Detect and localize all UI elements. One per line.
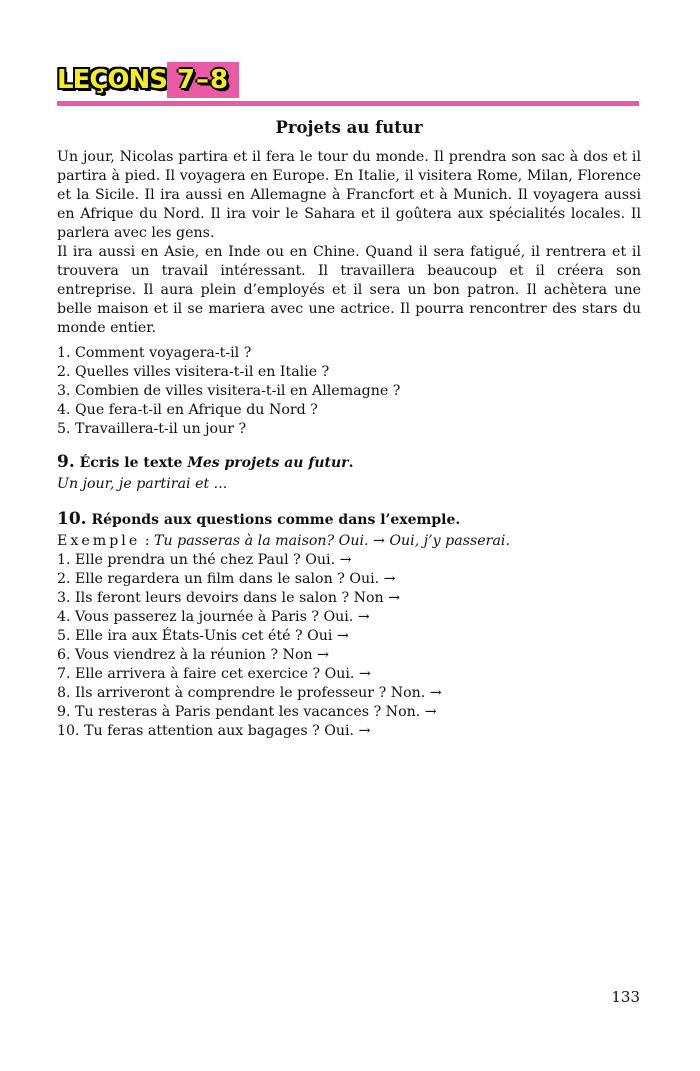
exercise-9-number: 9. — [57, 452, 75, 472]
exercise-item: 8. Ils arriveront à comprendre le professeur ? Non. → — [57, 685, 442, 701]
exercise-9-heading — [57, 451, 641, 474]
exercise-item: 2. Elle regardera un film dans le salon ? Oui. → — [57, 571, 396, 587]
exercise-item: 9. Tu resteras à Paris pendant les vacances ? Non. → — [57, 704, 437, 720]
question-item: 1. Comment voyagera-t-il ? — [57, 345, 252, 361]
lessons-label: LEÇONS — [57, 65, 167, 95]
exercise-item: 6. Vous viendrez à la réunion ? Non → — [57, 647, 330, 663]
exercise-9-period: . — [348, 455, 354, 471]
exercise-item: 5. Elle ira aux États-Unis cet été ? Oui → — [57, 628, 349, 644]
exercise-item: 4. Vous passerez la journée à Paris ? Oui. → — [57, 609, 370, 625]
exercise-10-instruction: Réponds aux questions comme dans l’exemple. — [91, 512, 461, 528]
lesson-number-badge: 7–8 — [167, 62, 239, 98]
exercise-9-title: Mes projets au futur — [187, 455, 349, 471]
example-label: Exemple — [57, 533, 141, 549]
question-item: 3. Combien de villes visitera-t-il en Allemagne ? — [57, 383, 401, 399]
question-item: 4. Que fera-t-il en Afrique du Nord ? — [57, 402, 318, 418]
exercise-9-instruction: Écris le texte — [79, 455, 183, 471]
question-item: 5. Travaillera-t-il un jour ? — [57, 421, 247, 437]
question-item: 2. Quelles villes visitera-t-il en Italie ? — [57, 364, 330, 380]
header-rule — [57, 101, 639, 106]
page-content — [57, 116, 641, 741]
example-text: Tu passeras à la maison? Oui. → Oui, j’y passerai. — [154, 533, 510, 549]
page-number: 133 — [611, 988, 640, 1006]
comprehension-questions — [57, 344, 641, 439]
exercise-item: 1. Elle prendra un thé chez Paul ? Oui. → — [57, 552, 352, 568]
exercise-item: 3. Ils feront leurs devoirs dans le salon ? Non → — [57, 590, 401, 606]
exercise-10-number: 10. — [57, 509, 87, 529]
story-paragraph-1: Un jour, Nicolas partira et il fera le tour du monde. Il prendra son sac à dos et il partira à pied. Il voyagera en Europe. En Italie, il visitera Rome, Milan, Florence et la Sicile. Il ira aussi en Allemagne à Francfort et à Munich. Il voyagera aussi en Afrique du Nord. Il ira voir le Sahara et il goûtera aux spécialités locales. Il parlera avec les gens. — [57, 149, 641, 241]
exercise-item: 10. Tu feras attention aux bagages ? Oui. → — [57, 723, 371, 739]
exercise-10-heading — [57, 508, 641, 531]
story-paragraph-2: Il ira aussi en Asie, en Inde ou en Chine. Quand il sera fatigué, il rentrera et il trouvera un travail intéressant. Il travaillera beaucoup et il créera son entreprise. Il aura plein d’employés et il sera un bon patron. Il achètera une belle maison et il se mariera avec une actrice. Il pourra rencontrer des stars du monde entier. — [57, 244, 641, 336]
exercise-10-example — [57, 532, 641, 551]
exercise-9-starter: Un jour, je partirai et ... — [57, 476, 228, 492]
exercise-item: 7. Elle arrivera à faire cet exercice ? Oui. → — [57, 666, 371, 682]
example-separator: : — [140, 533, 155, 549]
exercise-10-items — [57, 551, 641, 741]
page-title: Projets au futur — [275, 118, 423, 137]
